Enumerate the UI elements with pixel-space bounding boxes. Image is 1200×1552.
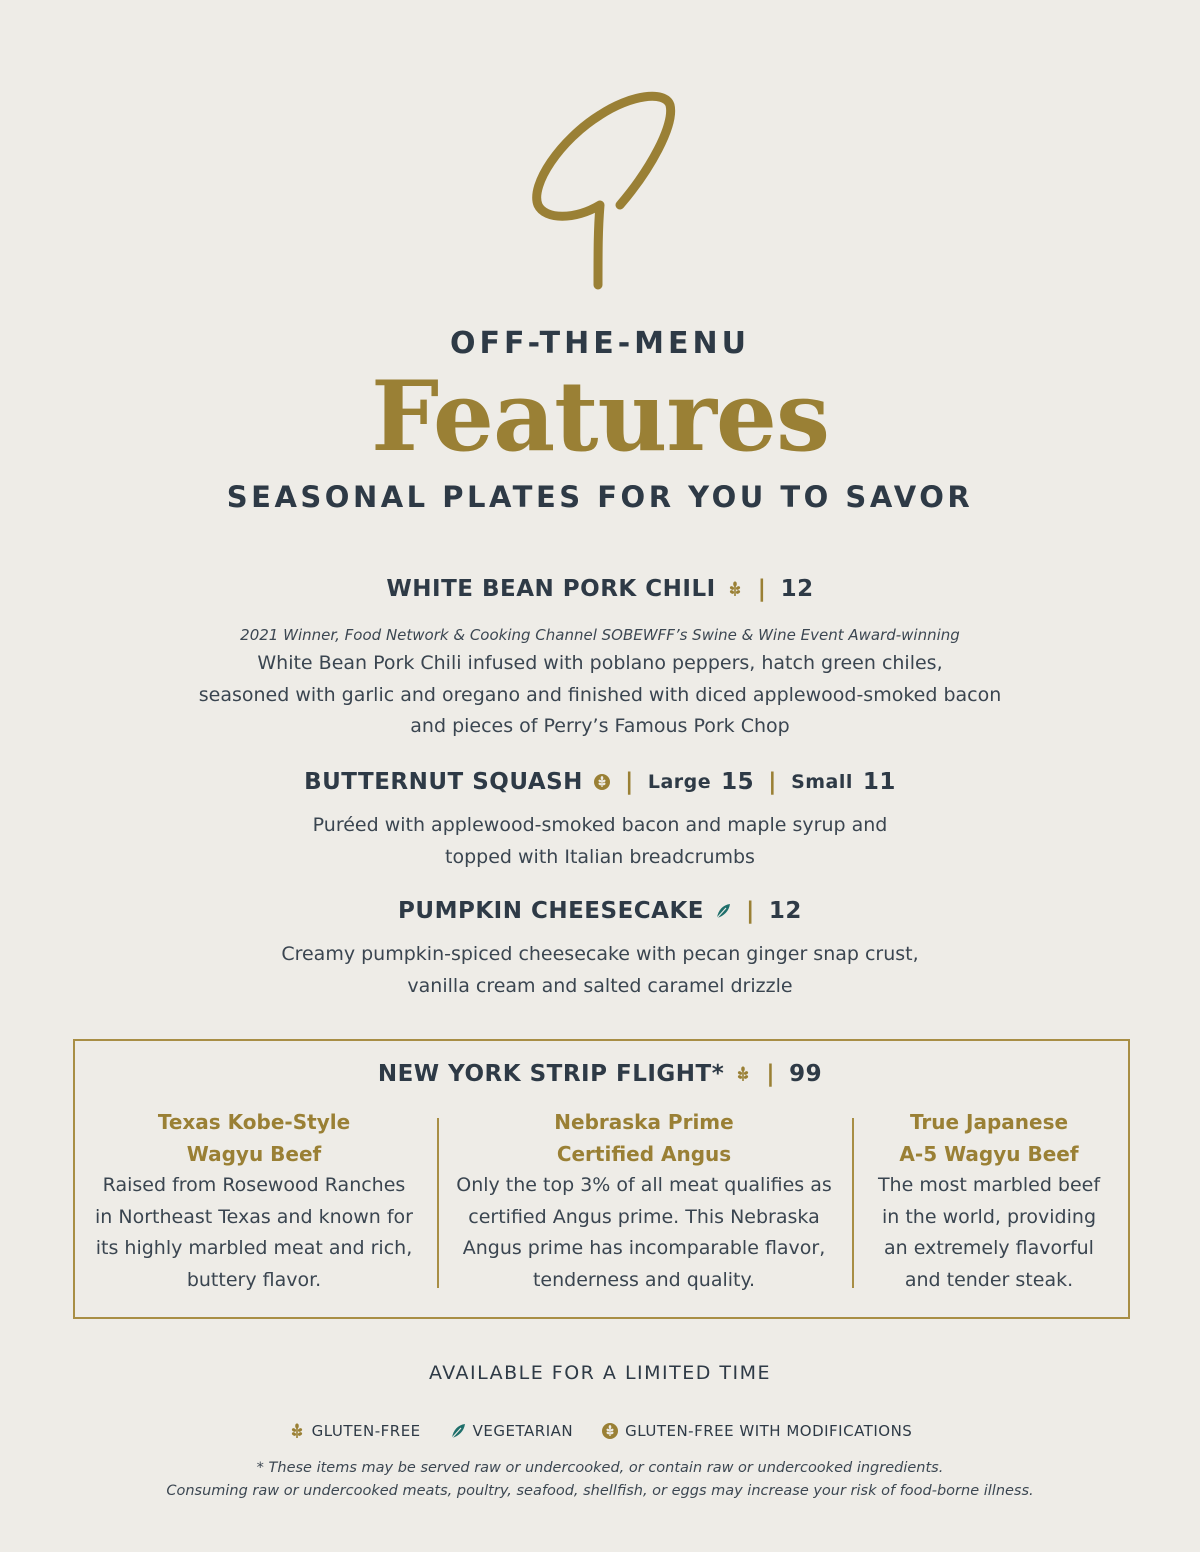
column-divider (437, 1118, 439, 1288)
item-description (150, 648, 1050, 743)
column-line: tenderness and quality. (532, 1268, 756, 1291)
gluten-free-icon (734, 1065, 752, 1083)
price-separator: | (768, 769, 778, 795)
item-name: WHITE BEAN PORK CHILI (386, 576, 716, 602)
disclaimer-line: Consuming raw or undercooked meats, poultry, seafood, shellfish, or eggs may increase your risk of food-borne illness. (166, 1483, 1034, 1499)
column-line: its highly marbled meat and rich, (95, 1237, 413, 1259)
disclaimer-line: * These items may be served raw or undercooked, or contain raw or undercooked ingredients. (256, 1460, 944, 1476)
description-line: topped with Italian breadcrumbs (445, 845, 755, 868)
column-line: an extremely flavorful (884, 1237, 1094, 1259)
column-line: and tender steak. (904, 1268, 1074, 1291)
column-title: Wagyu Beef (186, 1141, 322, 1166)
legend-label: GLUTEN-FREE (311, 1422, 421, 1440)
legend-item-vegetarian (449, 1422, 573, 1440)
size-small-price: 11 (862, 769, 896, 795)
flight-column-japanese (862, 1107, 1116, 1296)
column-divider (852, 1118, 854, 1288)
column-line: The most marbled beef (877, 1174, 1101, 1196)
column-title: Nebraska Prime (554, 1110, 734, 1134)
description-line: seasoned with garlic and oregano and finished with diced applewood-smoked bacon (198, 683, 1002, 706)
item-price: 99 (789, 1061, 823, 1087)
item-price: 12 (780, 576, 814, 602)
item-title-cheesecake (0, 898, 1200, 924)
description-line: Puréed with applewood-smoked bacon and maple syrup and (312, 814, 888, 836)
legend-item-gluten-free (288, 1422, 421, 1440)
price-separator: | (624, 769, 634, 795)
vegetarian-icon (714, 902, 732, 920)
item-title-flight (0, 1061, 1200, 1087)
description-line: vanilla cream and salted caramel drizzle (407, 974, 793, 997)
gluten-free-with-modifications-icon (601, 1422, 619, 1440)
dietary-legend (0, 1422, 1200, 1440)
legend-label: GLUTEN-FREE WITH MODIFICATIONS (625, 1422, 913, 1440)
item-description (150, 810, 1050, 873)
item-name: PUMPKIN CHEESECAKE (398, 898, 705, 924)
item-description (150, 939, 1050, 1002)
price-separator: | (746, 898, 755, 924)
flight-column-nebraska (446, 1107, 842, 1296)
item-award-note: 2021 Winner, Food Network & Cooking Channel SOBEWFF’s Swine & Wine Event Award-winning (240, 626, 960, 644)
item-title-chili (0, 576, 1200, 602)
size-large-label: Large (647, 771, 712, 793)
header-kicker: OFF-THE-MENU (450, 326, 750, 361)
column-line: Angus prime has incomparable flavor, (462, 1237, 826, 1259)
column-line: in Northeast Texas and known for (95, 1205, 413, 1228)
item-name: BUTTERNUT SQUASH (304, 769, 583, 795)
column-line: buttery flavor. (186, 1268, 322, 1291)
restaurant-logo-icon (520, 80, 680, 295)
gluten-free-icon (288, 1422, 306, 1440)
page-title: Features (370, 360, 830, 473)
item-title-squash (0, 769, 1200, 795)
column-line: certified Angus prime. This Nebraska (468, 1205, 820, 1228)
gluten-free-icon (726, 580, 744, 598)
column-line: in the world, providing (881, 1205, 1097, 1228)
legend-label: VEGETARIAN (472, 1422, 574, 1440)
column-title: A-5 Wagyu Beef (899, 1141, 1079, 1166)
item-name: NEW YORK STRIP FLIGHT* (377, 1061, 725, 1087)
price-separator: | (757, 576, 767, 602)
description-line: Creamy pumpkin-spiced cheesecake with pecan ginger snap crust, (281, 943, 919, 965)
description-line: and pieces of Perry’s Famous Pork Chop (410, 715, 790, 737)
price-separator: | (766, 1061, 776, 1087)
size-small-label: Small (791, 771, 853, 793)
size-large-price: 15 (721, 769, 755, 795)
gluten-free-with-modifications-icon (593, 773, 611, 791)
header-tagline: SEASONAL PLATES FOR YOU TO SAVOR (226, 480, 974, 514)
limited-time-notice: AVAILABLE FOR A LIMITED TIME (428, 1362, 772, 1384)
column-line: Raised from Rosewood Ranches (102, 1174, 406, 1196)
column-title: Certified Angus (556, 1141, 732, 1166)
legend-item-gluten-free-mod (601, 1422, 912, 1440)
column-title: Texas Kobe-Style (157, 1110, 351, 1134)
column-title: True Japanese (909, 1110, 1069, 1134)
vegetarian-icon (449, 1422, 467, 1440)
item-price: 12 (768, 898, 802, 924)
flight-column-texas (84, 1107, 424, 1296)
description-line: White Bean Pork Chili infused with poblano peppers, hatch green chiles, (257, 652, 943, 674)
column-line: Only the top 3% of all meat qualifies as (456, 1174, 832, 1196)
